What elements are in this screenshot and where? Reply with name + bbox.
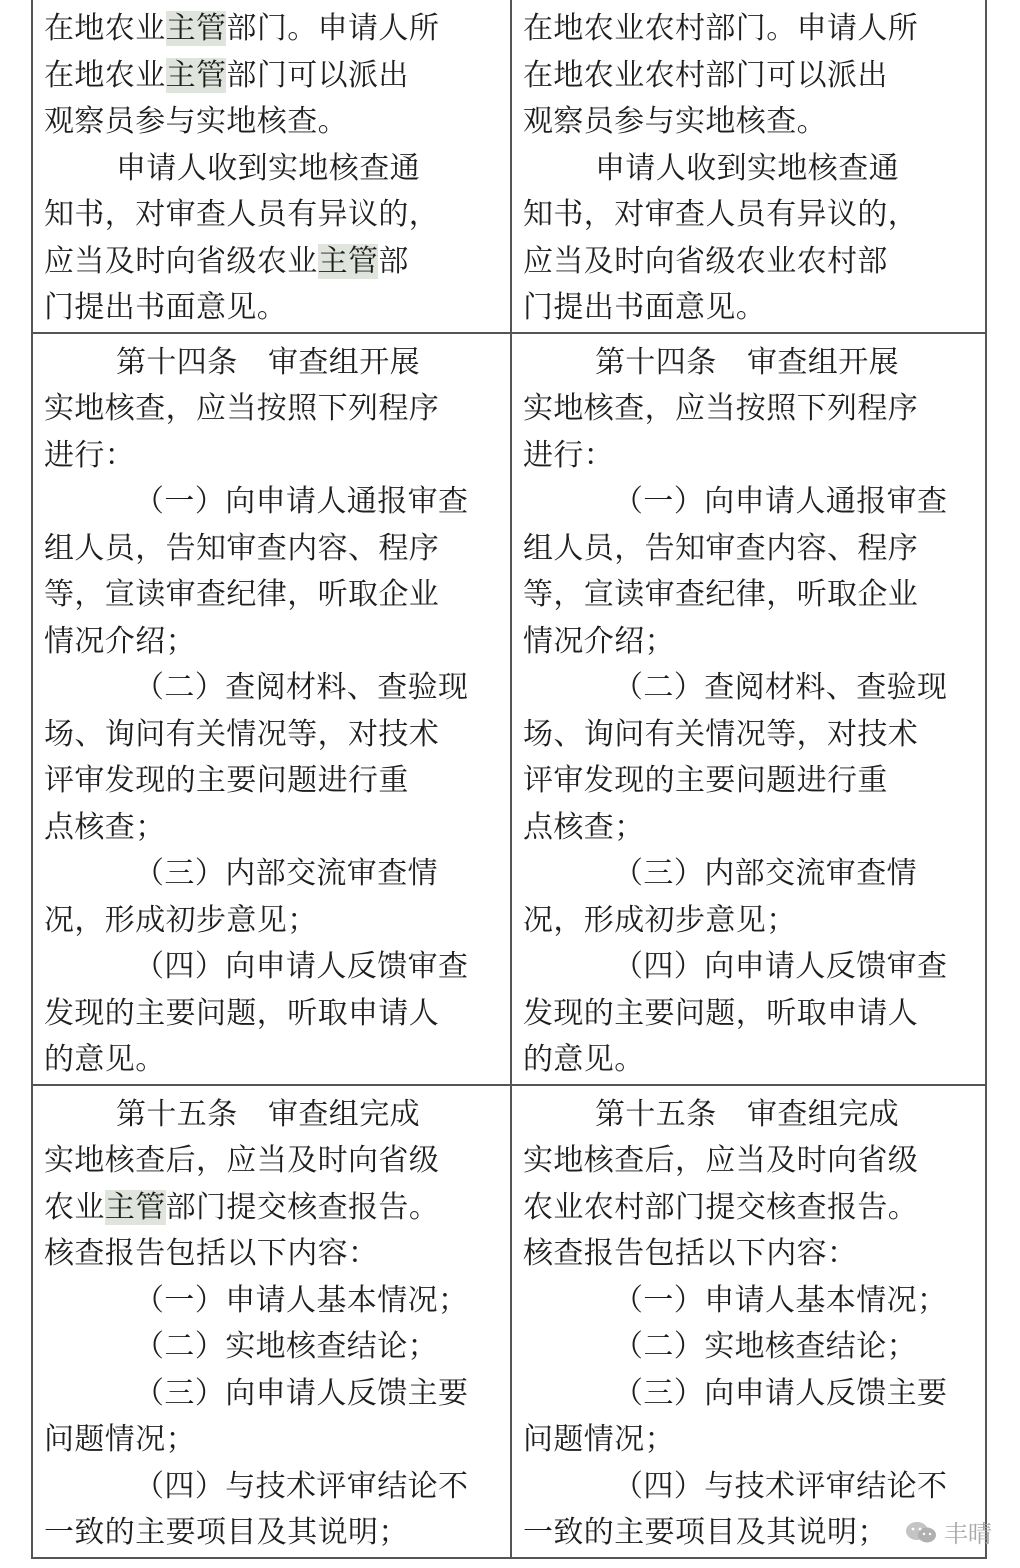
text-line [44,1371,499,1418]
text-line [44,340,499,387]
text-line [523,1037,974,1084]
text-segment: 情况介绍； [523,623,675,659]
text-segment: 组人员，告知审查内容、程序 [44,530,440,566]
text-segment: 申请人收到实地核查通 [595,150,899,186]
text-line [44,619,499,666]
text-segment: 问题情况； [523,1422,675,1457]
text-segment: （四）与技术评审结论不 [613,1468,948,1504]
text-segment: （二）实地核查结论； [613,1329,917,1364]
text-line [44,665,499,712]
text-line [44,479,499,526]
text-line [523,526,974,573]
text-segment: （四）向申请人反馈审查 [134,949,469,984]
text-segment: 点核查； [523,809,645,845]
text-segment: 问题情况； [44,1422,196,1457]
text-segment: 农业 [44,1189,105,1225]
text-line [44,712,499,759]
text-line [523,433,974,480]
text-line [44,572,499,619]
text-line [523,898,974,945]
text-segment: 农业农村部门提交核查报告。 [523,1189,919,1225]
text-segment: 观察员参与实地核查。 [44,104,348,139]
text-segment: 应当及时向省级农业农村部 [523,243,888,279]
revised-text-cell [511,1085,986,1558]
text-segment: 部门可以派出 [226,57,409,93]
watermark [904,1514,992,1549]
text-segment: （一）向申请人通报审查 [613,484,948,519]
text-segment: （二）实地核查结论； [134,1329,438,1364]
text-segment: 组人员，告知审查内容、程序 [523,530,919,566]
text-segment: 在地农业农村部门。申请人所 [523,11,919,46]
text-segment: （四）与技术评审结论不 [134,1468,469,1504]
highlighted-term: 主管 [165,57,227,93]
original-text-cell [32,333,511,1085]
text-line [523,479,974,526]
text-line [44,1417,499,1464]
text-line [44,805,499,852]
text-segment: （三）内部交流审查情 [613,856,917,891]
text-line [44,239,499,286]
text-segment: 实地核查后，应当及时向省级 [523,1143,919,1178]
text-segment: （一）向申请人通报审查 [134,484,469,519]
text-line [523,1417,974,1464]
text-line [44,99,499,146]
text-segment: 在地农业农村部门可以派出 [523,57,888,93]
text-line [523,572,974,619]
text-segment: 评审发现的主要问题进行重 [44,763,409,798]
text-line [523,1324,974,1371]
text-segment: 一致的主要项目及其说明； [523,1515,888,1550]
text-line [44,146,499,193]
text-line [523,944,974,991]
text-segment: 况，形成初步意见； [523,902,797,938]
text-segment: 第十五条 审查组完成 [116,1096,420,1132]
text-segment: 核查报告包括以下内容： [523,1236,858,1271]
text-line [523,386,974,433]
text-line [44,1324,499,1371]
text-segment: 核查报告包括以下内容： [44,1236,379,1271]
text-line [44,526,499,573]
text-segment: 进行： [523,437,615,473]
text-segment: 况，形成初步意见； [44,902,318,938]
table-row [32,0,986,333]
comparison-table [31,0,987,1559]
text-segment: 应当及时向省级农业 [44,243,318,279]
text-line [523,805,974,852]
text-line [523,665,974,712]
text-segment: 部门。申请人所 [226,11,440,46]
text-line [523,1138,974,1185]
text-line [523,6,974,53]
text-segment: 知书，对审查人员有异议的， [44,197,440,232]
text-line [44,386,499,433]
highlighted-term: 主管 [104,1189,166,1225]
text-segment: 发现的主要问题，听取申请人 [523,995,919,1031]
text-line [523,192,974,239]
text-line [44,1185,499,1232]
table-row [32,1085,986,1558]
text-line [44,944,499,991]
text-segment: 第十五条 审查组完成 [595,1096,899,1132]
text-segment: 等，宣读审查纪律，听取企业 [523,577,919,612]
text-segment: 第十四条 审查组开展 [116,344,420,380]
text-segment: 在地农业 [44,11,166,46]
text-line [44,1092,499,1139]
text-line [523,851,974,898]
text-line [523,1092,974,1139]
text-segment: 门提出书面意见。 [523,290,767,325]
text-line [44,285,499,332]
text-line [44,53,499,100]
text-segment: 实地核查后，应当及时向省级 [44,1143,440,1178]
text-segment: 申请人收到实地核查通 [116,150,420,186]
text-segment: 评审发现的主要问题进行重 [523,763,888,798]
revised-text-cell [511,0,986,333]
text-segment: 场、询问有关情况等，对技术 [44,716,440,752]
wechat-icon [904,1520,938,1544]
text-segment: 场、询问有关情况等，对技术 [523,716,919,752]
text-line [44,1037,499,1084]
text-segment: （三）向申请人反馈主要 [134,1375,469,1411]
text-segment: 一致的主要项目及其说明； [44,1515,409,1550]
table-body [32,0,986,1558]
watermark-text: 丰晴 [944,1520,992,1548]
text-line [44,192,499,239]
text-segment: 发现的主要问题，听取申请人 [44,995,440,1031]
text-line [523,1278,974,1325]
text-line [44,898,499,945]
text-segment: 观察员参与实地核查。 [523,104,827,139]
text-segment: （二）查阅材料、查验现 [134,670,469,705]
text-line [44,6,499,53]
text-line [44,851,499,898]
highlighted-term: 主管 [165,11,227,46]
text-line [44,1231,499,1278]
text-segment: （二）查阅材料、查验现 [613,670,948,705]
text-line [523,53,974,100]
text-line [523,340,974,387]
text-segment: 进行： [44,437,136,473]
text-line [523,239,974,286]
table-row [32,333,986,1085]
text-line [44,1464,499,1511]
text-segment: 门提出书面意见。 [44,290,288,325]
text-line [523,991,974,1038]
text-segment: （一）申请人基本情况； [134,1282,469,1318]
text-line [523,99,974,146]
text-segment: 实地核查，应当按照下列程序 [44,391,440,426]
text-segment: 实地核查，应当按照下列程序 [523,391,919,426]
text-segment: 在地农业 [44,57,166,93]
text-segment: （一）申请人基本情况； [613,1282,948,1318]
text-line [44,1278,499,1325]
text-segment: 等，宣读审查纪律，听取企业 [44,577,440,612]
text-line [523,1185,974,1232]
text-line [523,1464,974,1511]
text-segment: 情况介绍； [44,623,196,659]
text-segment: 第十四条 审查组开展 [595,344,899,380]
text-segment: 部门提交核查报告。 [165,1189,440,1225]
text-line [44,1138,499,1185]
text-segment: （三）内部交流审查情 [134,856,438,891]
text-line [523,1371,974,1418]
text-segment: （四）向申请人反馈审查 [613,949,948,984]
original-text-cell [32,0,511,333]
original-text-cell [32,1085,511,1558]
text-line [523,712,974,759]
text-segment: 点核查； [44,809,166,845]
text-line [523,146,974,193]
text-segment: （三）向申请人反馈主要 [613,1375,948,1411]
text-line [44,433,499,480]
text-segment: 的意见。 [523,1042,645,1077]
text-line [523,619,974,666]
highlighted-term: 主管 [317,243,379,279]
text-line [44,1510,499,1557]
text-line [523,285,974,332]
text-line [523,1231,974,1278]
text-segment: 知书，对审查人员有异议的， [523,197,919,232]
text-line [44,758,499,805]
text-segment: 的意见。 [44,1042,166,1077]
text-line [523,758,974,805]
text-line [44,991,499,1038]
revised-text-cell [511,333,986,1085]
text-segment: 部 [378,243,409,279]
